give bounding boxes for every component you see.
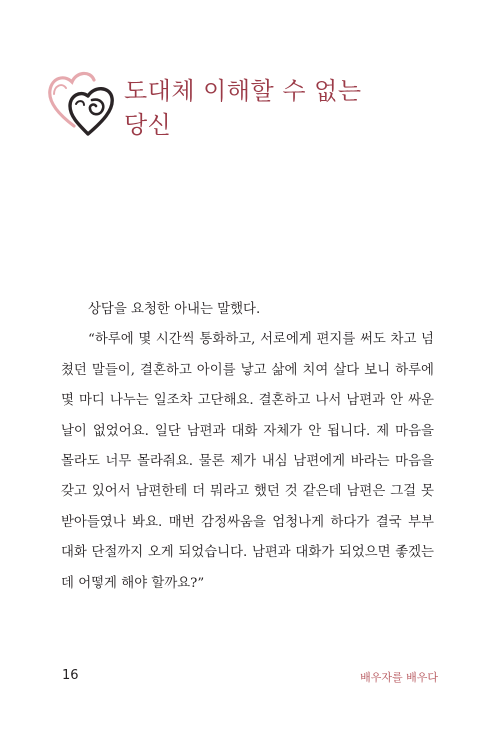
text-line: 몰라도 너무 몰라줘요. 물론 제가 내심 남편에게 바라는 마음을 [61,454,434,470]
text-line: “하루에 몇 시간씩 통화하고, 서로에게 편지를 써도 차고 넘 [88,332,434,348]
text-line: 데 어떻게 해야 할까요?” [61,575,205,591]
page-number: 16 [62,668,79,683]
text-line: 몇 마디 나누는 일조차 고단해요. 결혼하고 나서 남편과 안 싸운 [61,393,434,409]
chapter-header [44,64,464,154]
paragraph-quote [61,325,434,355]
chapter-title [124,74,362,142]
swirl-hearts-icon [44,64,124,142]
running-title: 배우자를 배우다 [360,671,438,684]
text-line: 쳤던 말들이, 결혼하고 아이를 낳고 삶에 치여 살다 보니 하루에 [61,362,434,378]
chapter-title-line-1: 도대체 이해할 수 없는 [124,77,362,105]
paragraph-intro: 상담을 요청한 아내는 말했다. [88,302,261,317]
text-line: 받아들였나 봐요. 매번 감정싸움을 엄청나게 하다가 결국 부부 [61,514,434,530]
text-line: 대화 단절까지 오게 되었습니다. 남편과 대화가 되었으면 좋겠는 [61,545,434,561]
body-text [61,295,434,599]
text-line: 날이 없었어요. 일단 남편과 대화 자체가 안 됩니다. 제 마음을 [61,423,434,439]
text-line: 갖고 있어서 남편한테 더 뭐라고 했던 것 같은데 남편은 그걸 못 [61,484,434,500]
paragraph-quote-continuation [61,356,434,599]
chapter-title-line-2: 당신 [124,111,172,139]
